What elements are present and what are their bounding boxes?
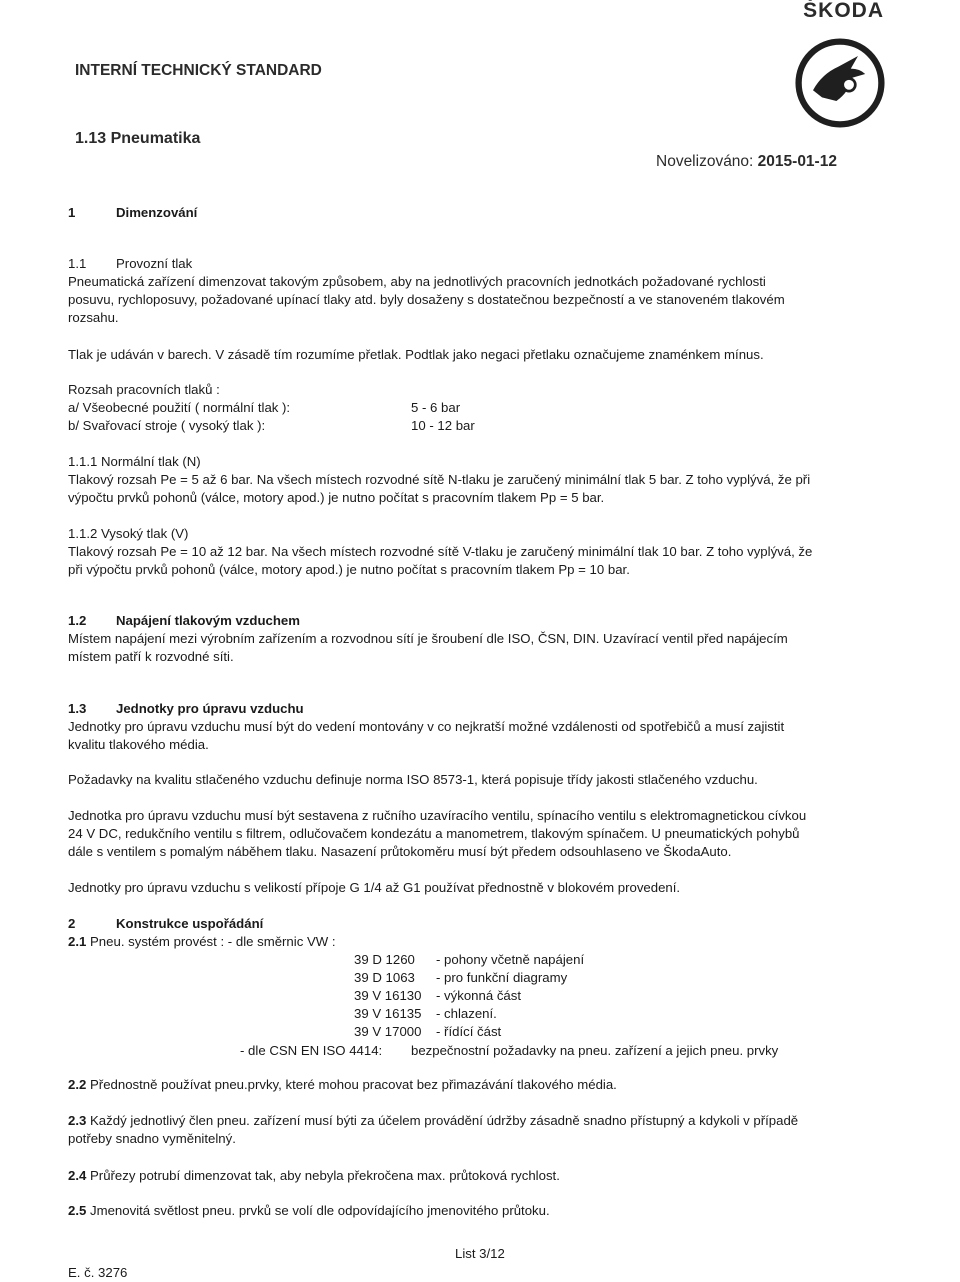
section-number: 1.1	[68, 256, 87, 271]
paragraph-line: Jednotky pro úpravu vzduchu musí být do vedení montovány v co nejkratší možné vzdálenosti od spotřebičů a musí zajistit	[68, 719, 785, 734]
item-number: 2.4	[68, 1168, 87, 1183]
norm-desc: - pohony včetně napájení	[436, 952, 585, 967]
item-number: 2.5	[68, 1203, 87, 1218]
item-number: 2.3	[68, 1113, 87, 1128]
norm-code: 39 D 1063	[354, 970, 415, 985]
page-number: List 3/12	[455, 1246, 505, 1261]
paragraph-line: výpočtu prvků pohonů (válce, motory apod.) je nutno počítat s pracovním tlakem Pp = 5 bar.	[68, 490, 605, 505]
paragraph: Požadavky na kvalitu stlačeného vzduchu definuje norma ISO 8573-1, která popisuje třídy jakosti stlačeného vzduchu.	[68, 772, 758, 787]
item-text: Každý jednotlivý člen pneu. zařízení musí býti za účelem provádění údržby zásadně snadno přístupný a kdykoli v případě	[90, 1113, 799, 1128]
section-2-heading	[68, 915, 263, 933]
section-1-1-heading	[68, 255, 192, 273]
csn-label: - dle CSN EN ISO 4414:	[240, 1043, 383, 1058]
section-number: 2	[68, 916, 76, 931]
section-title: Napájení tlakovým vzduchem	[116, 613, 300, 628]
paragraph-line: Pneumatická zařízení dimenzovat takovým způsobem, aby na jednotlivých pracovních jednotkách požadované rychlosti	[68, 274, 766, 289]
document-code: E. č. 3276	[68, 1265, 128, 1280]
item-text: Přednostně používat pneu.prvky, které mohou pracovat bez přimazávání tlakového média.	[90, 1077, 617, 1092]
section-number: 1	[68, 205, 76, 220]
subsection-1-1-2-heading: 1.1.2 Vysoký tlak (V)	[68, 526, 189, 541]
page-section-title: 1.13 Pneumatika	[75, 130, 201, 147]
skoda-logo-icon	[795, 38, 885, 128]
paragraph: Jednotky pro úpravu vzduchu s velikostí přípoje G 1/4 až G1 používat přednostně v blokovém provedení.	[68, 880, 681, 895]
section-number: 1.2	[68, 613, 87, 628]
revision-date	[656, 153, 837, 171]
norm-desc: - výkonná část	[436, 988, 522, 1003]
paragraph-line: Místem napájení mezi výrobním zařízením a rozvodnou sítí je šroubení dle ISO, ČSN, DIN. Uzavírací ventil před napájecím	[68, 631, 788, 646]
item-2-4	[68, 1167, 560, 1185]
paragraph-line: rozsahu.	[68, 310, 119, 325]
norm-desc: - pro funkční diagramy	[436, 970, 568, 985]
item-number: 2.2	[68, 1077, 87, 1092]
pressure-range-a-label: a/ Všeobecné použití ( normální tlak ):	[68, 400, 291, 415]
pressure-range-b-label: b/ Svařovací stroje ( vysoký tlak ):	[68, 418, 266, 433]
paragraph-line: Tlakový rozsah Pe = 10 až 12 bar. Na všech místech rozvodné sítě V-tlaku je zaručený minimální tlak 10 bar. Z toho vyplývá, že	[68, 544, 813, 559]
section-title: Konstrukce uspořádání	[116, 916, 264, 931]
paragraph-line: místem patří k rozvodné síti.	[68, 649, 234, 664]
item-text: Pneu. systém provést : - dle směrnic VW :	[90, 934, 336, 949]
norm-code: 39 V 16130	[354, 988, 422, 1003]
paragraph-line: potřeby snadno vyměnitelný.	[68, 1131, 236, 1146]
paragraph-line: Tlakový rozsah Pe = 5 až 6 bar. Na všech místech rozvodné sítě N-tlaku je zaručený minimální tlak 5 bar. Z toho vyplývá, že při	[68, 472, 811, 487]
section-title: Provozní tlak	[116, 256, 193, 271]
section-1-3-heading	[68, 700, 304, 718]
item-2-2	[68, 1076, 617, 1094]
csn-desc: bezpečnostní požadavky na pneu. zařízení a jejich pneu. prvky	[411, 1043, 779, 1058]
pressure-range-a-value: 5 - 6 bar	[411, 400, 461, 415]
norm-code: 39 V 16135	[354, 1006, 422, 1021]
paragraph-line: při výpočtu prvků pohonů (válce, motory apod.) je nutno počítat s pracovním tlakem Pp = 10 bar.	[68, 562, 630, 577]
norm-desc: - chlazení.	[436, 1006, 497, 1021]
subsection-1-1-1-heading: 1.1.1 Normální tlak (N)	[68, 454, 201, 469]
item-2-3	[68, 1112, 798, 1130]
norm-code: 39 D 1260	[354, 952, 415, 967]
item-2-5	[68, 1202, 550, 1220]
paragraph-line: kvalitu tlakového média.	[68, 737, 209, 752]
revision-label: Novelizováno:	[656, 153, 754, 170]
norm-code: 39 V 17000	[354, 1024, 422, 1039]
pressure-range-heading: Rozsah pracovních tlaků :	[68, 382, 220, 397]
pressure-range-b-value: 10 - 12 bar	[411, 418, 475, 433]
paragraph-line: 24 V DC, redukčního ventilu s filtrem, odlučovačem kondezátu a manometrem, tlakovým spínačem. U pneumatických pohybů	[68, 826, 800, 841]
revision-value: 2015-01-12	[757, 153, 837, 170]
item-2-1	[68, 933, 336, 951]
item-text: Jmenovitá světlost pneu. prvků se volí dle odpovídajícího jmenovitého průtoku.	[90, 1203, 550, 1218]
section-title: Jednotky pro úpravu vzduchu	[116, 701, 304, 716]
norm-desc: - řídící část	[436, 1024, 502, 1039]
paragraph-line: Jednotka pro úpravu vzduchu musí být sestavena z ručního uzavíracího ventilu, spínacího ventilu s elektromagnetickou cívkou	[68, 808, 807, 823]
section-title: Dimenzování	[116, 205, 198, 220]
section-number: 1.3	[68, 701, 87, 716]
section-1-heading	[68, 204, 197, 222]
item-number: 2.1	[68, 934, 87, 949]
item-text: Průřezy potrubí dimenzovat tak, aby nebyla překročena max. průtoková rychlost.	[90, 1168, 560, 1183]
paragraph-line: posuvu, rychloposuvy, požadované upínací tlaky atd. byly dosaženy s dostatečnou bezpečností a ve stanoveném tlakovém	[68, 292, 785, 307]
brand-wordmark: ŠKODA	[803, 0, 884, 22]
standard-title: INTERNÍ TECHNICKÝ STANDARD	[75, 62, 322, 79]
paragraph-line: dále s ventilem s pomalým náběhem tlaku. Nasazení průtokoměru musí být předem odsouhlaseno ve ŠkodaAuto.	[68, 844, 732, 859]
section-1-2-heading	[68, 612, 300, 630]
paragraph: Tlak je udáván v barech. V zásadě tím rozumíme přetlak. Podtlak jako negaci přetlaku označujeme znaménkem mínus.	[68, 347, 764, 362]
